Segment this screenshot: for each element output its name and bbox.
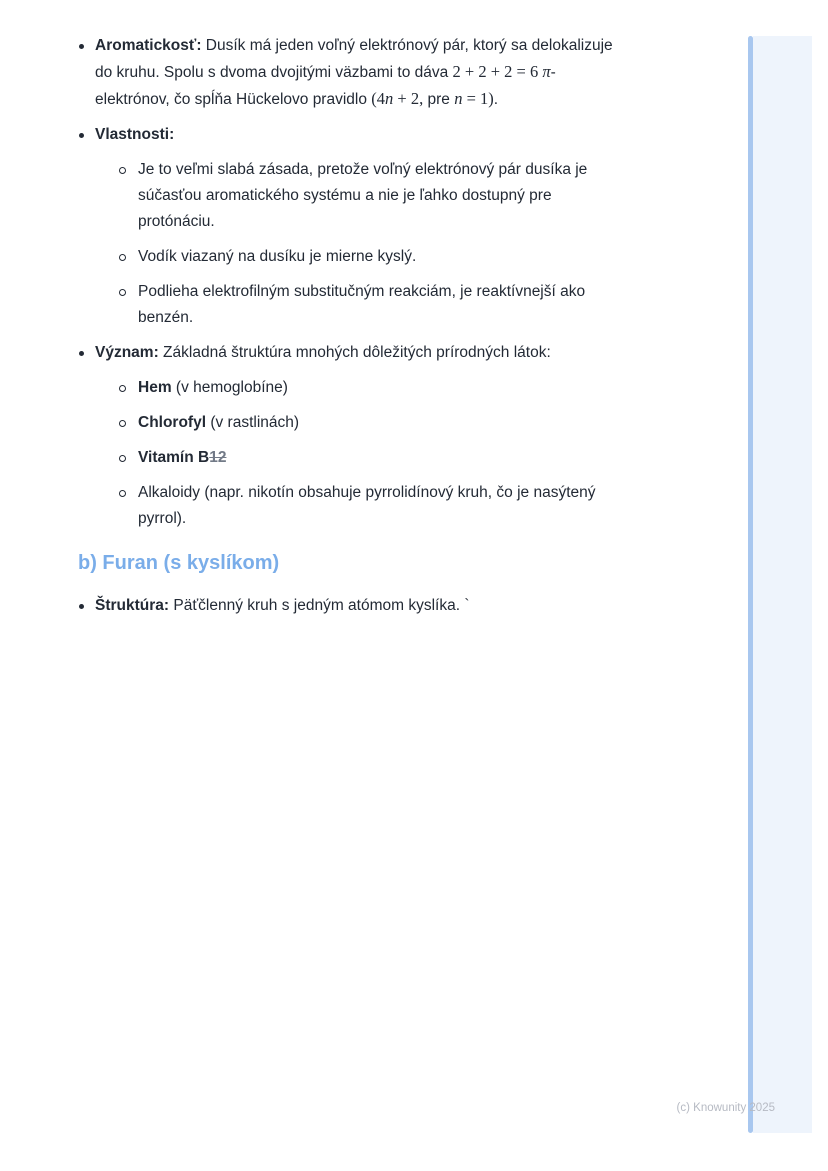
math-expression: (4 (371, 89, 386, 108)
bullet-text: pre (423, 91, 455, 108)
sub-bullet-list (119, 375, 630, 532)
bullet-text: Základná štruktúra mnohých dôležitých prírodných látok: (158, 344, 551, 361)
bullet-label: Aromatickosť: (95, 37, 202, 54)
bullet-text: Dusík má jeden voľný elektrónový pár, ktorý sa delokalizuje do kruhu. Spolu s dvoma dvojitými väzbami to dáva (95, 37, 613, 81)
right-margin-decoration (748, 36, 812, 1133)
sub-bullet-text: Vodík viazaný na dusíku je mierne kyslý. (138, 248, 417, 265)
math-expression: 2 + 2 + 2 = 6 (452, 62, 543, 81)
sub-bullet-vitamin-b12 (119, 445, 630, 471)
sub-bullet-bold: Hem (138, 379, 172, 396)
bullet-vyznam (78, 340, 630, 532)
scrollbar-track-panel (753, 36, 812, 1133)
sub-bullet-bold: Chlorofyl (138, 414, 207, 431)
strikethrough-text: 12 (209, 449, 227, 466)
math-variable-n: n (385, 89, 394, 108)
sub-bullet-chlorofyl (119, 410, 630, 436)
footer-copyright: (c) Knowunity 2025 (676, 1102, 775, 1114)
bullet-list-furan (78, 593, 630, 619)
sub-bullet-text: Podlieha elektrofilným substitučným reakciám, je reaktívnejší ako benzén. (138, 283, 586, 326)
bullet-text: . (493, 91, 499, 108)
bullet-struktura (78, 593, 630, 619)
sub-bullet-text: (v hemoglobíne) (171, 379, 288, 396)
bullet-text: -elektrónov, čo spĺňa Hückelovo pravidlo (95, 64, 556, 108)
sub-bullet-list (119, 157, 630, 331)
sub-bullet-bold: Vitamín B (138, 449, 210, 466)
sub-bullet-hem (119, 375, 630, 401)
bullet-aromatickost (78, 33, 630, 113)
bullet-vlastnosti (78, 122, 630, 331)
bullet-list-top (78, 33, 630, 532)
math-expression: + 2, (393, 89, 424, 108)
sub-bullet (119, 279, 630, 331)
bullet-label: Význam: (95, 344, 159, 361)
bullet-label: Štruktúra: (95, 597, 170, 614)
document-content (78, 33, 630, 628)
sub-bullet-text: Je to veľmi slabá zásada, pretože voľný elektrónový pár dusíka je súčasťou aromatického systému a nie je ľahko dostupný pre protónáciu. (138, 161, 588, 230)
sub-bullet (119, 157, 630, 235)
math-variable-n: n (454, 89, 463, 108)
sub-bullet-text: (v rastlinách) (206, 414, 300, 431)
sub-bullet (119, 244, 630, 270)
math-pi-symbol: π (542, 62, 551, 81)
bullet-label: Vlastnosti: (95, 126, 175, 143)
sub-bullet-text: Alkaloidy (napr. nikotín obsahuje pyrrolidínový kruh, čo je nasýtený pyrrol). (138, 484, 596, 527)
math-expression: = 1) (462, 89, 494, 108)
sub-bullet-alkaloidy (119, 480, 630, 532)
bullet-text: Päťčlenný kruh s jedným atómom kyslíka. ` (169, 597, 470, 614)
section-heading-furan: b) Furan (s kyslíkom) (78, 552, 280, 574)
